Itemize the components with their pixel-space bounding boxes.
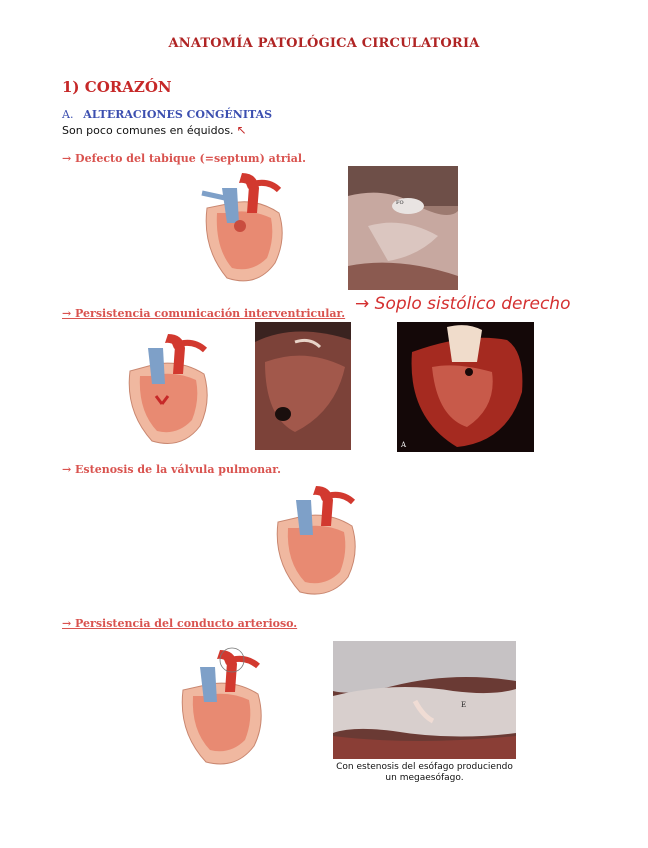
handwritten-arrow-icon: ↖ — [236, 123, 247, 137]
caption-megaesophagus — [333, 762, 516, 784]
caption-line-1: Con estenosis del esófago produciendo — [336, 762, 513, 772]
item-patent-ductus-arteriosus: → Persistencia del conducto arterioso. — [62, 617, 298, 630]
photo-vsd-heart — [397, 322, 534, 452]
photo-letter-e: E — [461, 701, 467, 709]
photo-megaesophagus — [333, 641, 516, 759]
subsection-heading — [62, 108, 272, 121]
heart-diagram-atrial — [187, 168, 297, 286]
photo-letter-a: A — [401, 441, 407, 449]
caption-line-2: un megaesófago. — [385, 773, 464, 783]
heart-diagram-pulmonary-stenosis — [258, 480, 368, 600]
heart-diagram-pda — [148, 642, 290, 770]
item-atrial-septal-defect: → Defecto del tabique (=septum) atrial. — [62, 152, 306, 165]
subsection-note-text: Son poco comunes en équidos. — [62, 124, 234, 137]
item-ventricular-septal-defect: → Persistencia comunicación interventricular. — [62, 307, 346, 320]
photo-tag-fo: FO — [396, 200, 404, 206]
document-title: ANATOMÍA PATOLÓGICA CIRCULATORIA — [168, 36, 480, 51]
item-pulmonary-stenosis: → Estenosis de la válvula pulmonar. — [62, 463, 281, 476]
subsection-label: ALTERACIONES CONGÉNITAS — [83, 108, 273, 121]
heart-diagram-vsd — [110, 326, 220, 450]
subsection-letter: A. — [62, 108, 74, 121]
handwritten-note-soplo: → Soplo sistólico derecho — [355, 294, 571, 314]
photo-vsd-closeup — [255, 322, 351, 450]
section-heading: 1) CORAZÓN — [62, 78, 172, 96]
subsection-note — [62, 123, 247, 137]
photo-atrial-septal-defect — [348, 166, 458, 290]
